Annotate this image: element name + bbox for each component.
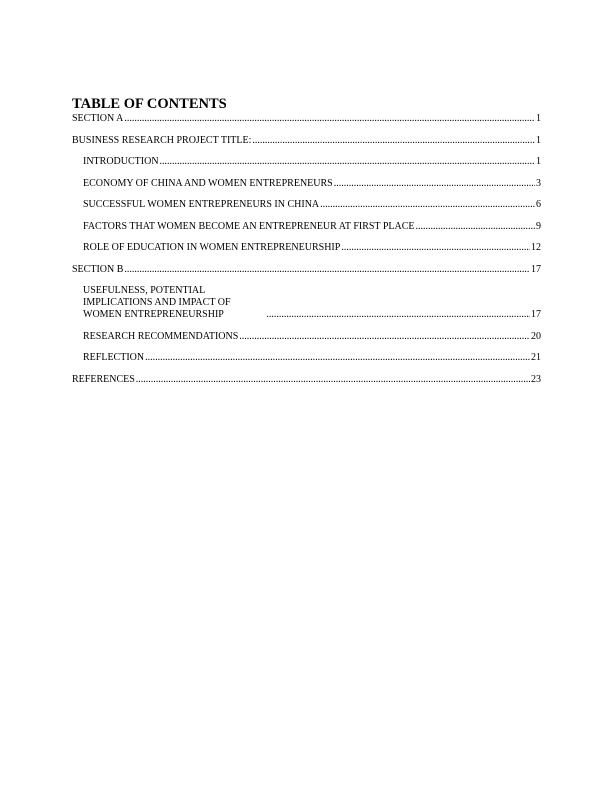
toc-dot-leader xyxy=(124,264,530,276)
toc-entry-page-number: 3 xyxy=(536,177,541,189)
toc-entry-page-number: 17 xyxy=(531,309,541,320)
toc-dot-leader xyxy=(252,135,535,147)
toc-entry-references[interactable] xyxy=(72,374,541,386)
toc-dot-leader xyxy=(320,199,535,211)
toc-entry-factors[interactable] xyxy=(72,221,541,233)
toc-entry-page-number: 23 xyxy=(531,373,541,385)
toc-entry-label: REFERENCES xyxy=(72,373,135,385)
toc-dot-leader xyxy=(136,374,530,386)
toc-entry-page-number: 1 xyxy=(536,156,541,167)
toc-entry-introduction[interactable] xyxy=(72,156,541,168)
toc-entry-label: INTRODUCTION xyxy=(83,156,159,167)
toc-entry-business-research-project-title[interactable] xyxy=(72,135,541,147)
toc-list xyxy=(72,113,541,386)
document-page xyxy=(72,96,541,395)
toc-entry-usefulness[interactable] xyxy=(72,285,541,321)
toc-dot-leader xyxy=(124,113,535,125)
toc-entry-page-number: 9 xyxy=(536,220,541,232)
toc-entry-research-recommendations[interactable] xyxy=(72,331,541,343)
toc-dot-leader xyxy=(145,352,530,364)
toc-entry-label: RESEARCH RECOMMENDATIONS xyxy=(83,330,239,342)
toc-entry-label: ROLE OF EDUCATION IN WOMEN ENTREPRENEURSHIP xyxy=(83,242,341,253)
toc-dot-leader xyxy=(334,178,535,190)
toc-entry-label: SECTION A xyxy=(72,113,124,124)
toc-dot-leader xyxy=(416,221,535,233)
toc-entry-page-number: 20 xyxy=(531,330,541,342)
toc-entry-label: BUSINESS RESEARCH PROJECT TITLE: xyxy=(72,134,252,146)
toc-entry-label: ECONOMY OF CHINA AND WOMEN ENTREPRENEURS xyxy=(83,177,333,189)
toc-dot-leader xyxy=(239,331,530,343)
toc-entry-label: SECTION B xyxy=(72,263,124,275)
toc-entry-reflection[interactable] xyxy=(72,352,541,364)
toc-entry-role-of-education[interactable] xyxy=(72,242,541,254)
toc-entry-label: USEFULNESS, POTENTIAL IMPLICATIONS AND IMPACT OF WOMEN ENTREPRENEURSHIP xyxy=(83,285,231,320)
toc-dot-leader xyxy=(266,309,530,321)
toc-entry-label: FACTORS THAT WOMEN BECOME AN ENTREPRENEUR AT FIRST PLACE xyxy=(83,220,415,232)
toc-entry-economy-of-china[interactable] xyxy=(72,178,541,190)
toc-entry-page-number: 1 xyxy=(536,113,541,124)
toc-dot-leader xyxy=(341,242,530,254)
toc-title: TABLE OF CONTENTS xyxy=(72,96,227,112)
toc-entry-section-b[interactable] xyxy=(72,264,541,276)
toc-entry-successful-women-entrepreneurs[interactable] xyxy=(72,199,541,211)
toc-entry-page-number: 12 xyxy=(531,242,541,253)
toc-dot-leader xyxy=(160,156,535,168)
toc-entry-page-number: 1 xyxy=(536,134,541,146)
toc-entry-section-a[interactable] xyxy=(72,113,541,125)
toc-entry-page-number: 6 xyxy=(536,199,541,210)
toc-entry-page-number: 17 xyxy=(531,263,541,275)
toc-entry-label: REFLECTION xyxy=(83,352,145,363)
toc-entry-label: SUCCESSFUL WOMEN ENTREPRENEURS IN CHINA xyxy=(83,199,320,210)
toc-entry-page-number: 21 xyxy=(531,352,541,363)
